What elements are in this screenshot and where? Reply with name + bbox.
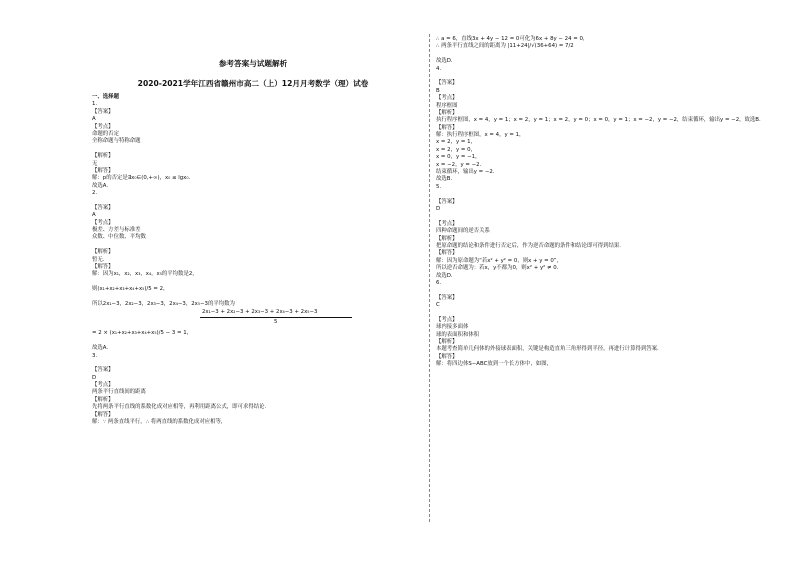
text-line bbox=[92, 197, 414, 204]
text-line: 【答案】 bbox=[92, 204, 114, 211]
text-line: 极差、方差与标准差 bbox=[92, 227, 141, 234]
text-line bbox=[436, 73, 766, 80]
text-line: 所以2x₁−3，2x₂−3，2x₃−3，2x₄−3，2x₅−3的平均数为 bbox=[92, 300, 235, 307]
text-line: ∴ 两条平行直线之间的距离为 |11+24|/√(36+64) = 7/2 bbox=[436, 43, 574, 50]
text-line bbox=[436, 213, 766, 220]
text-line bbox=[436, 309, 766, 316]
text-line: 2. bbox=[92, 190, 98, 197]
text-line: 则(x₁+x₂+x₃+x₄+x₅)/5 = 2， bbox=[92, 286, 169, 293]
text-line bbox=[92, 338, 414, 345]
text-line: 5. bbox=[436, 183, 442, 190]
text-line: 【答案】 bbox=[436, 80, 458, 87]
text-line: 【解析】 bbox=[92, 153, 114, 160]
text-line: 【解析】 bbox=[92, 396, 114, 403]
text-line: 【答案】 bbox=[436, 198, 458, 205]
text-line: 把原命题的结论和条件进行否定后，作为逆否命题的条件和结论即可得到结果. bbox=[436, 242, 621, 249]
text-line: 【答案】 bbox=[92, 367, 114, 374]
text-line: 四种命题间的逆否关系 bbox=[436, 228, 490, 235]
text-line: 【解答】 bbox=[92, 263, 114, 270]
left-column bbox=[92, 94, 414, 426]
text-line: 命题的否定 bbox=[92, 130, 119, 137]
text-line bbox=[92, 146, 414, 153]
fraction-bar bbox=[200, 317, 352, 318]
text-line: 故选D. bbox=[436, 272, 453, 279]
text-line: 暂无. bbox=[92, 256, 105, 263]
text-line: 故选B. bbox=[436, 176, 453, 183]
text-line: A bbox=[92, 116, 96, 123]
text-line bbox=[436, 287, 766, 294]
text-line: C bbox=[436, 302, 440, 309]
text-line: 众数、中位数、平均数 bbox=[92, 234, 146, 241]
text-line: 【答案】 bbox=[92, 108, 114, 115]
text-line: A bbox=[92, 212, 96, 219]
text-line: 【解答】 bbox=[92, 411, 114, 418]
text-line bbox=[436, 191, 766, 198]
text-line: 解：将四边体S−ABC放到一个长方体中，如图， bbox=[436, 361, 553, 368]
text-line: x = 2，y = 1， bbox=[436, 139, 476, 146]
text-line: x = 0，y = −1， bbox=[436, 154, 481, 161]
text-line: 【解析】 bbox=[436, 339, 458, 346]
text-line: 本题考查简单几何体的外接球表面积，关键是构造直角三角形得到半径，再进行计算得到答案. bbox=[436, 346, 659, 353]
average-fraction bbox=[92, 308, 414, 330]
text-line: 4. bbox=[436, 65, 442, 72]
text-line: B bbox=[436, 87, 440, 94]
text-line: 【解析】 bbox=[436, 109, 458, 116]
text-line: 球内接多面体 bbox=[436, 324, 469, 331]
fraction-numerator: 2x₁−3 + 2x₂−3 + 2x₃−3 + 2x₄−3 + 2x₅−3 bbox=[202, 309, 318, 316]
text-line: 解：执行程序框图，x = 4，y = 1， bbox=[436, 132, 525, 139]
text-line: 球的表面积和体积 bbox=[436, 331, 480, 338]
text-line: 执行程序框图，x = 4，y = 1；x = 2，y = 1；x = 2，y = 0；x = 0，y = 1；x = −2，y = −2，结束循环，输出y = −2，故选B. bbox=[436, 117, 761, 124]
text-line: 故选A. bbox=[92, 182, 109, 189]
text-line: 一、选择题 bbox=[92, 94, 119, 100]
text-line: 程序框图 bbox=[436, 102, 458, 109]
text-line: 【解答】 bbox=[436, 250, 458, 257]
text-line: 【考点】 bbox=[436, 95, 458, 102]
right-column bbox=[436, 36, 766, 369]
column-divider bbox=[429, 34, 430, 522]
text-line: 解：∵ 两条直线平行，∴ 将两直线的系数化成对应相等， bbox=[92, 419, 227, 426]
text-line: 两条平行直线间的距离 bbox=[92, 389, 146, 396]
fraction-denominator: 5 bbox=[274, 319, 278, 326]
text-line: 【解析】 bbox=[92, 249, 114, 256]
text-line: 解：p的否定是∃x₀∈(0,+∞)，x₀ ≤ lgx₀. bbox=[92, 175, 191, 182]
text-line bbox=[92, 360, 414, 367]
text-line: 先将两条平行直线的系数化成对应相等，再利用距离公式，即可求得结论. bbox=[92, 404, 267, 411]
text-line: 1. bbox=[92, 101, 98, 108]
text-line: 【解答】 bbox=[436, 353, 458, 360]
text-line: 故选D. bbox=[436, 58, 453, 65]
text-line: 所以逆否命题为：若x，y不都为0，则x² + y² ≠ 0. bbox=[436, 265, 559, 272]
text-line: 【解答】 bbox=[92, 167, 114, 174]
text-line: 【考点】 bbox=[92, 123, 114, 130]
text-line: 【解析】 bbox=[436, 235, 458, 242]
text-line: 【考点】 bbox=[436, 316, 458, 323]
text-line: 【答案】 bbox=[436, 294, 458, 301]
text-line: D bbox=[436, 205, 441, 212]
text-line: 【考点】 bbox=[92, 382, 114, 389]
text-line: x = −2，y = −2. bbox=[436, 161, 482, 168]
text-line: 故选A. bbox=[92, 345, 109, 352]
text-line: ∴ a = 6，直线3x + 4y − 12 = 0可化为6x + 8y − 24 = 0， bbox=[436, 36, 589, 42]
text-line: 结束循环，输出y = −2. bbox=[436, 169, 495, 176]
text-line: 【解答】 bbox=[436, 124, 458, 131]
text-line: D bbox=[92, 374, 97, 381]
text-line bbox=[92, 294, 414, 301]
text-line: = 2 × (x₁+x₂+x₃+x₄+x₅)/5 − 3 = 1， bbox=[92, 330, 193, 337]
text-line: 解：因为原命题为“若x² + y² = 0，则x + y = 0”， bbox=[436, 257, 562, 264]
text-line: 解：因为x₁，x₂，x₃，x₄，x₅的平均数是2， bbox=[92, 271, 198, 278]
text-line: x = 2，y = 0， bbox=[436, 146, 476, 153]
text-line: 全称命题与特称命题 bbox=[92, 138, 141, 145]
text-line: 【考点】 bbox=[436, 220, 458, 227]
text-line: 【考点】 bbox=[92, 219, 114, 226]
text-line: 3. bbox=[92, 352, 98, 359]
text-line: 6. bbox=[436, 279, 442, 286]
text-line bbox=[436, 51, 766, 58]
text-line bbox=[92, 242, 414, 249]
doc-title: 参考答案与试题解析 bbox=[218, 59, 288, 68]
text-line: 无 bbox=[92, 160, 98, 167]
doc-subtitle: 2020-2021学年江西省赣州市高二（上）12月月考数学（理）试卷 bbox=[137, 79, 369, 88]
